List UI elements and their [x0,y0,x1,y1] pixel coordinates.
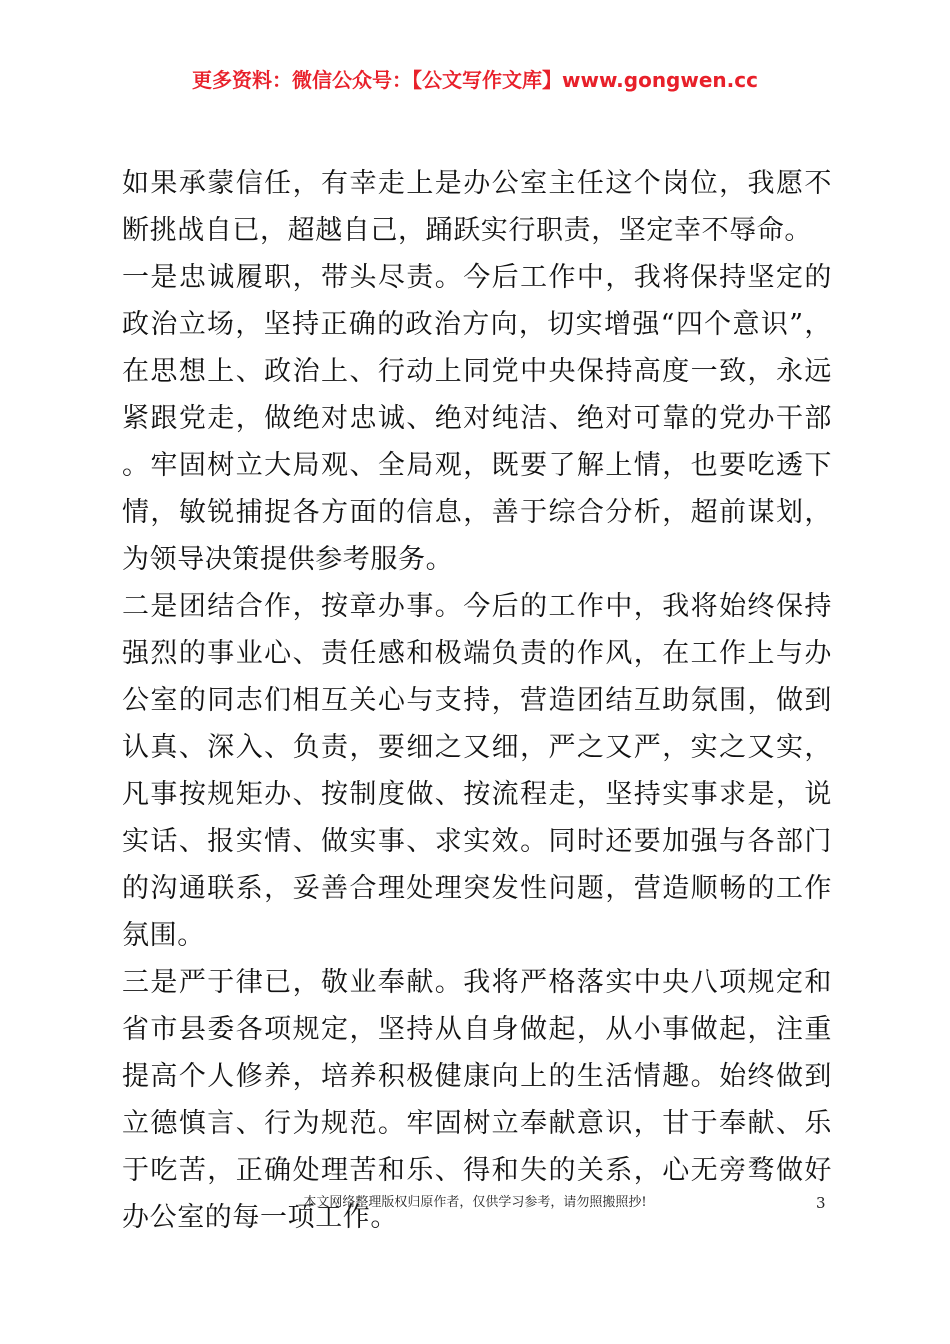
page-header: 更多资料：微信公众号：【公文写作文库】www.gongwen.cc [192,68,758,92]
paragraph-discipline: 三是严于律已，敬业奉献。我将严格落实中央八项规定和省市县委各项规定，坚持从自身做起，从小事做起，注重提高个人修养，培养积极健康向上的生活情趣。始终做到立德慎言、行为规范。牢固树立奉献意识，甘于奉献、乐于吃苦，正确处理苦和乐、得和失的关系，心无旁骛做好办公室的每一项工作。 [122,967,832,1233]
paragraph-loyalty: 一是忠诚履职，带头尽责。今后工作中，我将保持坚定的政治立场，坚持正确的政治方向，切实增强“四个意识”，在思想上、政治上、行动上同党中央保持高度一致，永远紧跟党走，做绝对忠诚、绝对纯洁、绝对可靠的党办干部。牢固树立大局观、全局观，既要了解上情，也要吃透下情，敏锐捕捉各方面的信息，善于综合分析，超前谋划，为领导决策提供参考服务。 [122,262,832,575]
page-footer [0,1192,950,1216]
paragraph-cooperation: 二是团结合作，按章办事。今后的工作中，我将始终保持强烈的事业心、责任感和极端负责的作风，在工作上与办公室的同志们相互关心与支持，营造团结互助氛围，做到认真、深入、负责，要细之又细，严之又严，实之又实，凡事按规矩办、按制度做、按流程走，坚持实事求是，说实话、报实情、做实事、求实效。同时还要加强与各部门的沟通联系，妥善合理处理突发性问题，营造顺畅的工作氛围。 [122,591,832,951]
document-body [122,160,832,1241]
page-number: 3 [816,1194,826,1212]
footer-copyright-note: 本文网络整理版权归原作者，仅供学习参考，请勿照搬照抄! [303,1195,647,1210]
paragraph-intro: 如果承蒙信任，有幸走上是办公室主任这个岗位，我愿不断挑战自已，超越自己，踊跃实行职责，坚定幸不辱命。 [122,168,832,246]
